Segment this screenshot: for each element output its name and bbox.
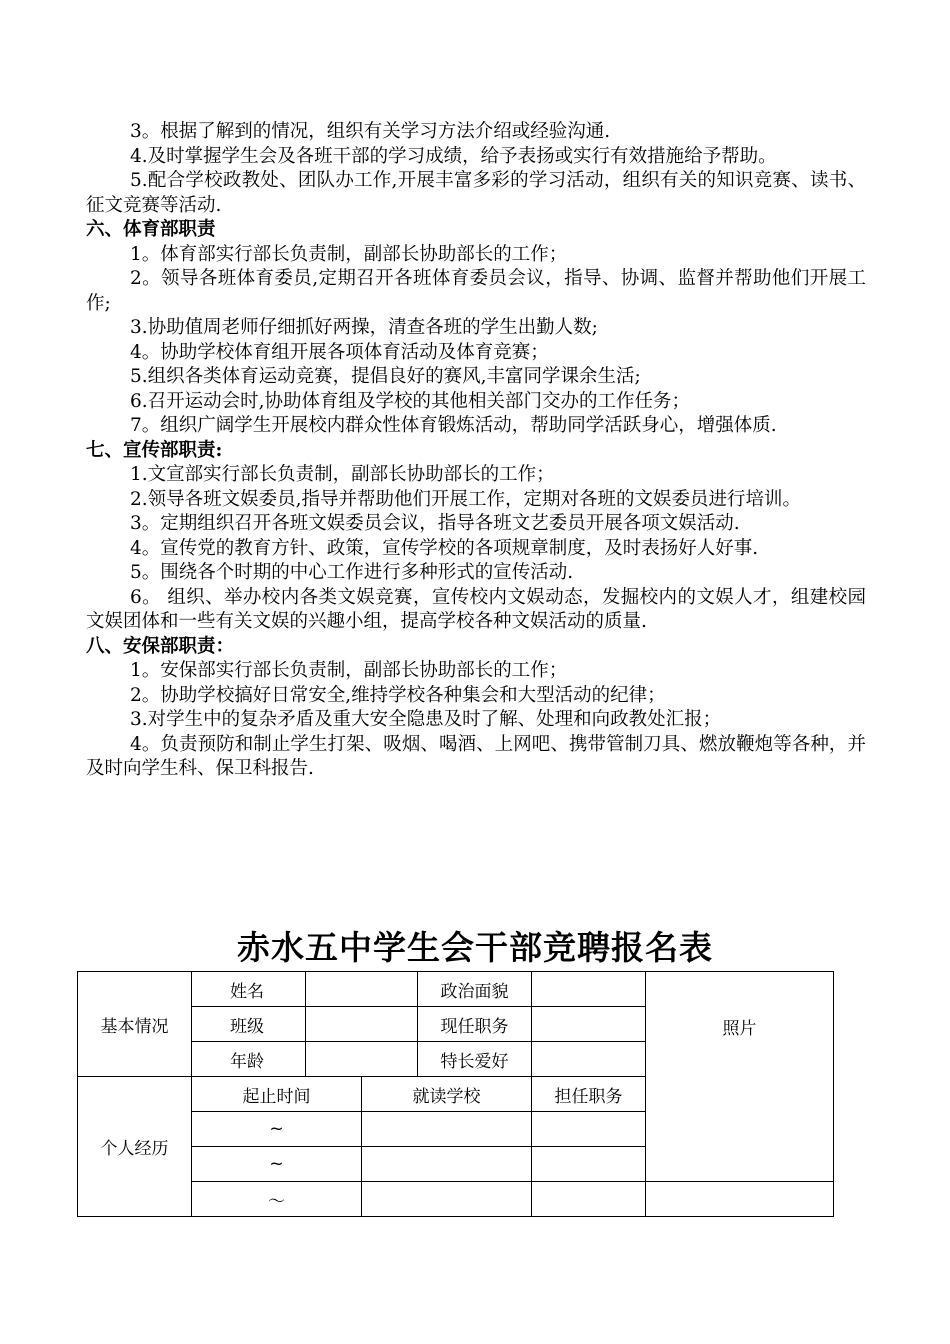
hobby-label: 特长爱好	[418, 1042, 532, 1077]
section8-item: 3.对学生中的复杂矛盾及重大安全隐患及时了解、处理和向政教处汇报；	[130, 709, 722, 730]
section6-item: 3.协助值周老师仔细抓好两操，清查各班的学生出勤人数;	[130, 317, 598, 338]
section6-item: 1。体育部实行部长负责制，副部长协助部长的工作；	[130, 243, 568, 265]
section6-heading: 六、体育部职责	[86, 219, 216, 240]
section5-item-5: 5.配合学校政教处、团队办工作,开展丰富多彩的学习活动，组织有关的知识竞赛、读书、征文竞赛等活动.	[86, 170, 866, 216]
form-title: 赤水五中学生会干部竞聘报名表	[237, 928, 713, 967]
section7-item: 6。 组织、举办校内各类文娱竞赛，宣传校内文娱动态，发掘校内的文娱人才，组建校园文娱团体和一些有关文娱的兴趣小组，提高学校各种文娱活动的质量.	[86, 586, 866, 632]
photo-cell[interactable]	[646, 972, 834, 1182]
section7-heading: 七、宣传部职责:	[86, 439, 223, 461]
section7-item: 3。定期组织召开各班文娱委员会议，指导各班文艺委员开展各项文娱活动.	[130, 513, 740, 534]
post-field[interactable]	[532, 1147, 646, 1182]
section7-item: 5。围绕各个时期的中心工作进行多种形式的宣传活动.	[130, 562, 574, 583]
section6-item: 4。协助学校体育组开展各项体育活动及体育竞赛；	[130, 341, 549, 363]
section7-item: 2.领导各班文娱委员,指导并帮助他们开展工作，定期对各班的文娱委员进行培训。	[130, 488, 802, 510]
section6-item: 5.组织各类体育运动竞赛，提倡良好的赛风,丰富同学课余生活;	[130, 366, 641, 387]
history-label: 个人经历	[78, 1077, 192, 1217]
registration-form-table	[77, 971, 834, 1217]
section6-item: 7。组织广阔学生开展校内群众性体育锻炼活动，帮助同学活跃身心，增强体质.	[130, 415, 777, 436]
period-field[interactable]: ~	[192, 1147, 362, 1182]
politics-label: 政治面貌	[418, 972, 532, 1007]
class-label: 班级	[192, 1007, 306, 1042]
section8-heading: 八、安保部职责：	[86, 635, 235, 657]
section6-item: 6.召开运动会时,协助体育组及学校的其他相关部门交办的工作任务；	[130, 390, 691, 412]
post-field[interactable]	[532, 1112, 646, 1147]
col-period-header: 起止时间	[192, 1077, 362, 1112]
section8-item: 1。安保部实行部长负责制，副部长协助部长的工作；	[130, 660, 568, 681]
section6-item: 2。领导各班体育委员,定期召开各班体育委员会议，指导、协调、监督并帮助他们开展工作;	[86, 268, 866, 314]
basic-info-label: 基本情况	[78, 972, 192, 1077]
age-label: 年龄	[192, 1042, 306, 1077]
name-label: 姓名	[192, 972, 306, 1007]
document-body	[86, 120, 866, 782]
period-field[interactable]: ~	[192, 1112, 362, 1147]
section7-item: 4。宣传党的教育方针、政策，宣传学校的各项规章制度，及时表扬好人好事.	[130, 537, 759, 559]
photo-bottom-cell	[646, 1182, 834, 1217]
class-field[interactable]	[306, 1007, 418, 1042]
section5-item-3: 3。根据了解到的情况，组织有关学习方法介绍或经验沟通.	[130, 121, 611, 142]
section5-item-4: 4.及时掌握学生会及各班干部的学习成绩，给予表扬或实行有效措施给予帮助。	[130, 145, 777, 167]
hobby-field[interactable]	[532, 1042, 646, 1077]
school-field[interactable]	[362, 1182, 532, 1217]
current-post-label: 现任职务	[418, 1007, 532, 1042]
name-field[interactable]	[306, 972, 418, 1007]
section7-item: 1.文宣部实行部长负责制，副部长协助部长的工作；	[130, 464, 555, 485]
section8-item: 4。负责预防和制止学生打架、吸烟、喝酒、上网吧、携带管制刀具、燃放鞭炮等各种，并及时向学生科、保卫科报告.	[86, 733, 866, 779]
col-school-header: 就读学校	[362, 1077, 532, 1112]
school-field[interactable]	[362, 1147, 532, 1182]
period-field[interactable]: ～	[192, 1182, 362, 1217]
section8-item: 2。协助学校搞好日常安全,维持学校各种集会和大型活动的纪律；	[130, 684, 666, 706]
photo-label: 照片	[722, 1019, 757, 1039]
politics-field[interactable]	[532, 972, 646, 1007]
age-field[interactable]	[306, 1042, 418, 1077]
current-post-field[interactable]	[532, 1007, 646, 1042]
post-field[interactable]	[532, 1182, 646, 1217]
school-field[interactable]	[362, 1112, 532, 1147]
col-post-header: 担任职务	[532, 1077, 646, 1112]
